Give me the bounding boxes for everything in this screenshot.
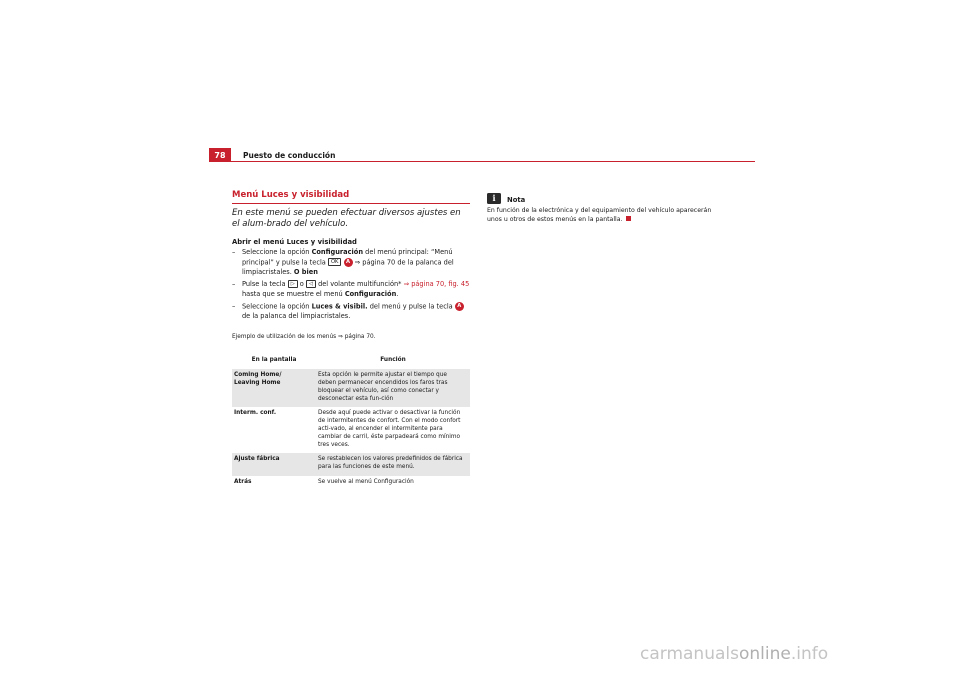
step-3: – Seleccione la opción Luces & visibil. del menú y pulse la tecla A de la palanca del limpiacristales. xyxy=(232,302,470,322)
right-column xyxy=(487,193,727,224)
section-title: Menú Luces y visibilidad xyxy=(232,190,470,204)
page-reference-link[interactable]: ⇒ página 70, fig. 45 xyxy=(403,280,470,288)
table-row: Coming Home/ Leaving Home Esta opción le permite ajustar el tiempo que deben permanecer encendidos los faros tras bloquear el vehículo, así como conectar y desconectar esta fun-ción xyxy=(232,369,470,407)
table-row: Ajuste fábrica Se restablecen los valores predefinidos de fábrica para las funciones de este menú. xyxy=(232,453,470,476)
header-divider xyxy=(209,161,755,162)
step-2: – Pulse la tecla ▷ o ◁ del volante multifunción* ⇒ página 70, fig. 45 hasta que se muestre el menú Configuración. xyxy=(232,280,470,298)
chapter-title: Puesto de conducción xyxy=(243,150,336,160)
note-header xyxy=(487,193,727,204)
arrow-right-key-icon: ▷ xyxy=(288,280,298,288)
procedure-steps xyxy=(232,248,470,322)
table-caption: Ejemplo de utilización de los menús ⇒ página 70. xyxy=(232,333,376,340)
note-text: En función de la electrónica y del equipamiento del vehículo aparecerán unos u otros de estos menús en la pantalla. xyxy=(487,207,712,223)
a-key-icon: A xyxy=(344,258,353,267)
page-header xyxy=(209,148,335,162)
column-header: En la pantalla xyxy=(251,356,297,363)
column-header: Función xyxy=(380,356,406,363)
procedure-title: Abrir el menú Luces y visibilidad xyxy=(232,238,357,246)
arrow-left-key-icon: ◁ xyxy=(306,280,316,288)
page-number: 78 xyxy=(209,148,231,162)
end-of-section-icon xyxy=(626,216,631,221)
table-row: Atrás Se vuelve al menú Configuración xyxy=(234,479,414,486)
info-icon: i xyxy=(487,193,501,204)
table-header xyxy=(232,354,470,370)
table-row: Interm. conf. Desde aquí puede activar o desactivar la función de intermitentes de confort. Con el modo confort acti-vado, al encender el intermitente para cambiar de carril, éste parpadeará como mínimo tres veces. xyxy=(234,410,461,448)
note-title: Nota xyxy=(507,196,526,204)
section-intro: En este menú se pueden efectuar diversos ajustes en el alum-brado del vehículo. xyxy=(232,208,461,229)
menu-table xyxy=(232,354,470,491)
step-1: – Seleccione la opción Configuración del menú principal: “Menú principal” y pulse la tecla OK A ⇒ página 70 de la palanca del limpiacristales. O bien xyxy=(232,248,454,276)
ok-key-icon: OK xyxy=(328,258,342,266)
site-watermark: carmanualsonline.info xyxy=(640,644,829,664)
left-column xyxy=(232,190,470,491)
a-key-icon: A xyxy=(455,302,464,311)
